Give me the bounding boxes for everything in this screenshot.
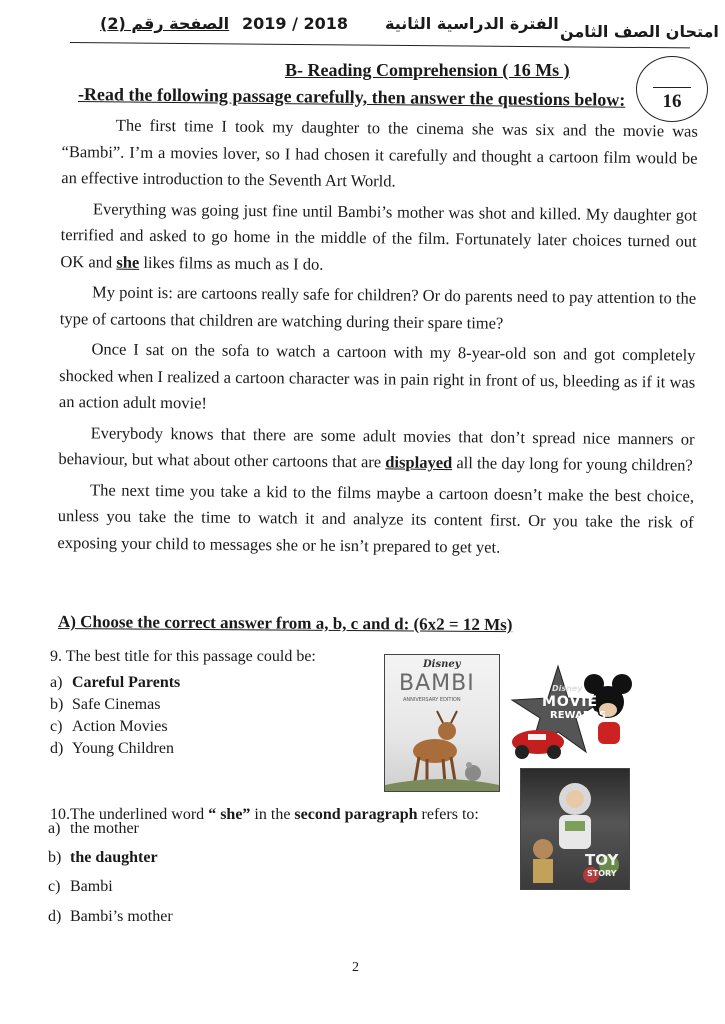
paragraph-5-text-b: all the day long for young children? <box>452 453 693 475</box>
q9-option-d-letter: d) <box>50 740 64 757</box>
toy-story-poster-image <box>520 768 630 890</box>
q10-text-b: in the <box>250 806 295 823</box>
bambi-deer-illustration <box>385 701 499 791</box>
q10-option-d-text: Bambi’s mother <box>70 908 173 925</box>
q9-option-a[interactable] <box>50 674 180 692</box>
section-title: B- Reading Comprehension ( 16 Ms ) <box>285 60 570 80</box>
q10-option-c[interactable] <box>48 878 113 896</box>
toy-story-line2: STORY <box>587 869 617 878</box>
q10-option-a-letter: a) <box>48 820 61 837</box>
header-divider <box>70 42 690 48</box>
q10-text-c: refers to: <box>417 806 479 823</box>
instruction: -Read the following passage carefully, then answer the questions below: <box>77 84 626 110</box>
q9-option-a-text: Careful Parents <box>72 674 181 691</box>
score-value: 16 <box>662 91 682 112</box>
toy-story-line1: TOY <box>585 851 619 869</box>
underlined-word-displayed: displayed <box>385 452 453 473</box>
movie-rewards-brand: Disney <box>552 684 583 693</box>
q10-option-b-letter: b) <box>48 849 62 866</box>
exam-title: امتحان الصف الثامن <box>560 22 719 41</box>
q10-word: “ she” <box>208 806 251 823</box>
q9-option-a-letter: a) <box>50 674 63 691</box>
bambi-brand: Disney <box>423 659 461 670</box>
score-line <box>653 87 691 88</box>
academic-year: 2019 / 2018 <box>242 14 349 33</box>
q10-option-d[interactable] <box>48 908 173 926</box>
q10-option-a-text: the mother <box>70 820 139 837</box>
q10-option-b-text: the daughter <box>70 849 158 866</box>
q10-option-c-letter: c) <box>48 878 61 895</box>
bambi-subtitle: ANNIVERSARY EDITION <box>403 697 461 703</box>
page-number: 2 <box>352 960 359 975</box>
q10-option-c-text: Bambi <box>70 878 113 895</box>
q9-option-c[interactable] <box>50 718 168 736</box>
q9-option-b[interactable] <box>50 696 160 714</box>
bambi-poster-image <box>384 654 500 792</box>
q10-option-d-letter: d) <box>48 908 62 925</box>
paragraph-5 <box>58 419 695 479</box>
q9-option-c-text: Action Movies <box>72 718 168 735</box>
q9-option-d[interactable] <box>50 740 174 758</box>
q10-text-a: 10.The underlined word <box>50 806 209 823</box>
q10-option-b[interactable] <box>48 849 158 867</box>
section-a-heading: A) Choose the correct answer from a, b, c and d: (6x2 = 12 Ms) <box>57 612 513 635</box>
underlined-word-she: she <box>116 252 140 272</box>
question-9: 9. The best title for this passage could be: <box>50 648 316 665</box>
reading-passage <box>57 112 698 567</box>
paragraph-2-text-b: likes films as much as I do. <box>139 252 324 274</box>
term-label: الفترة الدراسية الثانية <box>385 14 559 33</box>
q9-option-d-text: Young Children <box>72 740 174 757</box>
paragraph-4: Once I sat on the sofa to watch a cartoon with my 8-year-old son and got completely shocked when I realized a cartoon character was in pain right in front of us, bleeding as if it was an action adult movie! <box>58 339 696 413</box>
paragraph-1: The first time I took my daughter to the cinema she was six and the movie was “Bambi”. I’m a movies lover, so I had chosen it carefully and thought a cartoon film would be an effective introduction to the Seventh Art World. <box>61 115 698 191</box>
score-circle <box>636 56 708 122</box>
q10-second-paragraph: second paragraph <box>294 806 418 823</box>
paragraph-2-text-a: Everything was going just fine until Bambi’s mother was shot and killed. My daughter got terrified and asked to go home in the middle of the film. Fortunately later choices turned out OK and <box>60 198 698 272</box>
paragraph-6: The next time you take a kid to the films maybe a cartoon doesn’t make the best choice, unless you take the time to watch it and analyze its content first. Or you take the risk of exposing your child to messages she or he isn’t prepared to get yet. <box>57 479 695 557</box>
paragraph-3: My point is: are cartoons really safe for children? Or do parents need to pay attention to the type of cartoons that children are watching during their spare time? <box>59 282 697 333</box>
paragraph-2 <box>60 195 697 281</box>
q9-option-b-letter: b) <box>50 696 64 713</box>
q9-option-c-letter: c) <box>50 718 63 735</box>
movie-rewards-image <box>508 660 636 764</box>
bambi-title: BAMBI <box>399 671 475 696</box>
q10-option-a[interactable] <box>48 820 139 838</box>
movie-rewards-line1: MOVIE <box>542 694 599 710</box>
q9-option-b-text: Safe Cinemas <box>72 696 161 713</box>
movie-rewards-line2: REWARDS <box>550 710 607 721</box>
page-label: الصفحة رقم (2) <box>100 14 230 33</box>
paragraph-5-text-a: Everybody knows that there are some adult movies that don’t spread nice manners or behaviour, but what about other cartoons that are <box>58 422 695 472</box>
